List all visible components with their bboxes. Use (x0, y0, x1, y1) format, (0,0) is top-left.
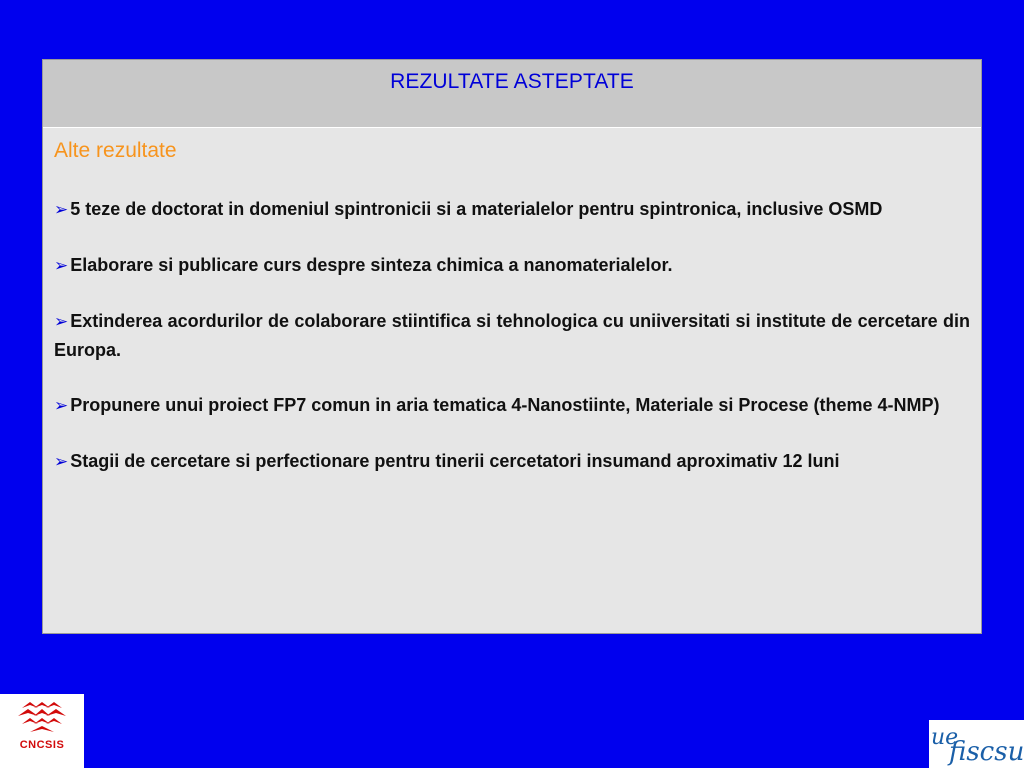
uefiscsu-logo-icon (929, 720, 1024, 768)
list-item (54, 391, 970, 420)
list-item-text: Stagii de cercetare si perfectionare pentru tinerii cercetatori insumand aproximativ 12 luni (70, 451, 840, 471)
uefiscsu-logo (929, 720, 1024, 768)
list-item (54, 307, 970, 364)
list-item-text: Extinderea acordurilor de colaborare stiintifica si tehnologica cu uniiversitati si institute de cercetare din Europa. (54, 311, 970, 360)
cncsis-logo-text: CNCSIS (19, 739, 65, 751)
arrow-bullet-icon: ➢ (54, 256, 69, 275)
arrow-bullet-icon: ➢ (54, 452, 69, 471)
uefiscsu-logo-fiscsu: fiscsu (949, 737, 1024, 767)
cncsis-emblem-icon (0, 694, 84, 740)
list-item (54, 447, 970, 476)
results-panel (42, 59, 982, 634)
panel-header (43, 60, 981, 128)
uefiscsu-logo-ue: ue (931, 725, 959, 750)
list-item-text: 5 teze de doctorat in domeniul spintronicii si a materialelor pentru spintronica, inclusive OSMD (70, 199, 883, 219)
arrow-bullet-icon: ➢ (54, 396, 69, 415)
list-item-text: Propunere unui proiect FP7 comun in aria tematica 4-Nanostiinte, Materiale si Procese (theme 4-NMP) (70, 395, 940, 415)
panel-title: REZULTATE ASTEPTATE (390, 70, 634, 93)
panel-body (43, 128, 981, 476)
cncsis-logo (0, 694, 84, 768)
list-item (54, 251, 970, 280)
arrow-bullet-icon: ➢ (54, 200, 69, 219)
list-item (54, 195, 970, 224)
section-title: Alte rezultate (54, 139, 177, 162)
list-item-text: Elaborare si publicare curs despre sinteza chimica a nanomaterialelor. (70, 255, 673, 275)
arrow-bullet-icon: ➢ (54, 312, 69, 331)
